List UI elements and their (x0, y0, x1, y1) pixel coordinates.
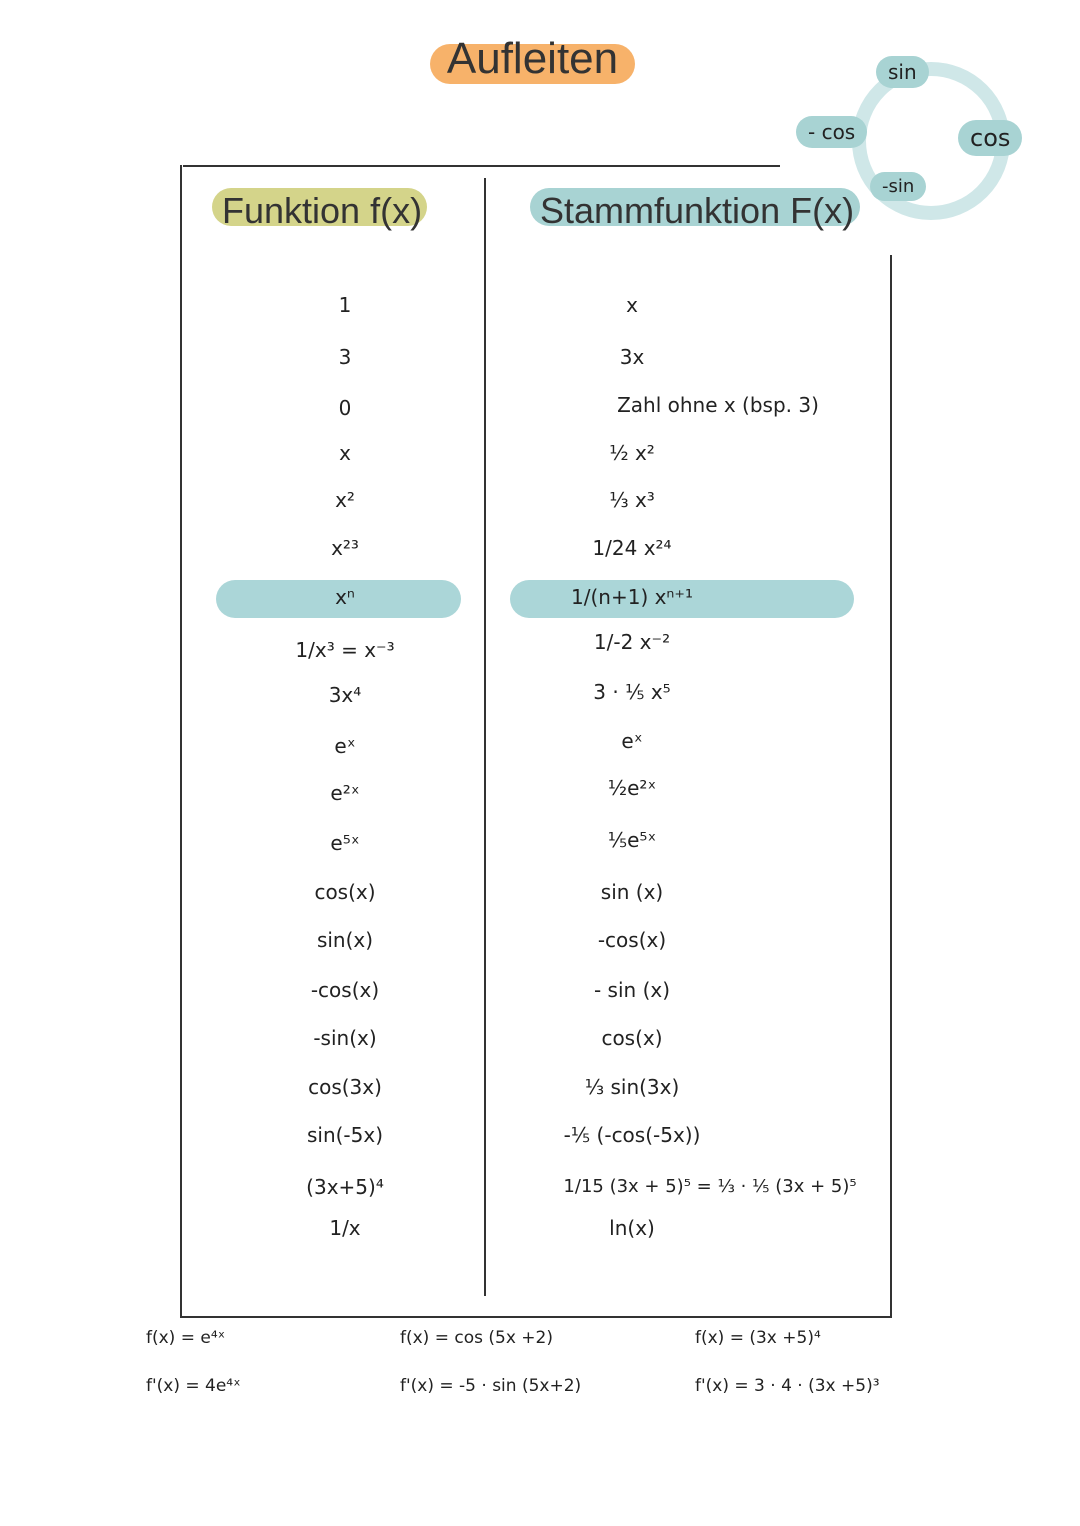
antiderivative-cell: ⅓ x³ (609, 488, 655, 512)
page-title: Aufleiten (446, 34, 619, 83)
antiderivative-cell: ½e²ˣ (607, 776, 657, 800)
function-cell: eˣ (334, 734, 356, 758)
function-cell: xⁿ (335, 585, 355, 609)
function-cell: x²³ (331, 536, 359, 560)
function-cell: x² (335, 488, 355, 512)
table-top-line (183, 165, 780, 167)
antiderivative-cell: -cos(x) (597, 928, 667, 952)
antiderivative-cell: 1/24 x²⁴ (592, 536, 672, 560)
function-cell: cos(x) (314, 880, 376, 904)
header-function-label: Funktion f(x) (222, 190, 423, 231)
antiderivative-cell: ln(x) (609, 1216, 655, 1240)
function-cell: -sin(x) (313, 1026, 377, 1050)
example-derivative: f'(x) = 3 · 4 · (3x +5)³ (695, 1376, 880, 1396)
table-left-line (180, 165, 182, 1318)
antiderivative-cell: cos(x) (601, 1026, 663, 1050)
table-middle-line (484, 178, 486, 1296)
function-cell: e⁵ˣ (330, 831, 360, 855)
antiderivative-cell: eˣ (621, 729, 643, 753)
function-cell: sin(x) (316, 928, 374, 952)
title-badge (430, 34, 635, 84)
antiderivative-cell: -⅕ (-cos(-5x)) (563, 1123, 701, 1147)
antiderivative-cell: sin (x) (600, 880, 664, 904)
header-antiderivative-label: Stammfunktion F(x) (540, 190, 855, 231)
antiderivative-cell: x (626, 293, 638, 317)
antiderivative-cell: 1/(n+1) xⁿ⁺¹ (571, 585, 693, 609)
antiderivative-cell: Zahl ohne x (bsp. 3) (617, 393, 819, 417)
function-cell: 1 (338, 293, 352, 317)
antiderivative-cell: ½ x² (609, 441, 655, 465)
table-right-line (890, 255, 892, 1318)
antiderivative-cell: 3 · ⅕ x⁵ (593, 680, 671, 704)
function-cell: 0 (338, 396, 352, 420)
cycle-sin: sin (876, 56, 929, 88)
antiderivative-cell: 1/15 (3x + 5)⁵ = ⅓ · ⅕ (3x + 5)⁵ (563, 1176, 857, 1197)
antiderivative-cell: 1/-2 x⁻² (593, 630, 671, 654)
cycle-minus-cos: - cos (796, 116, 867, 148)
example-derivative: f'(x) = -5 · sin (5x+2) (400, 1376, 582, 1396)
function-cell: 3x⁴ (328, 683, 362, 707)
table-bottom-line (180, 1316, 892, 1318)
example-function: f(x) = (3x +5)⁴ (695, 1328, 821, 1348)
function-cell: -cos(x) (310, 978, 380, 1002)
header-antiderivative (530, 188, 860, 231)
function-cell: (3x+5)⁴ (306, 1175, 384, 1199)
function-cell: 3 (338, 345, 352, 369)
example-function: f(x) = e⁴ˣ (146, 1328, 226, 1348)
function-cell: x (339, 441, 351, 465)
header-function (212, 188, 427, 231)
example-derivative: f'(x) = 4e⁴ˣ (146, 1376, 241, 1396)
function-cell: sin(-5x) (306, 1123, 384, 1147)
antiderivative-cell: 3x (619, 345, 645, 369)
cycle-minus-sin: -sin (870, 172, 926, 201)
function-cell: 1/x³ = x⁻³ (295, 638, 395, 662)
function-cell: 1/x (329, 1216, 361, 1240)
cycle-cos: cos (958, 120, 1022, 156)
antiderivative-cell: ⅕e⁵ˣ (607, 828, 657, 852)
function-cell: e²ˣ (330, 781, 360, 805)
function-cell: cos(3x) (308, 1075, 382, 1099)
example-function: f(x) = cos (5x +2) (400, 1328, 553, 1348)
antiderivative-cell: - sin (x) (593, 978, 671, 1002)
antiderivative-cell: ⅓ sin(3x) (584, 1075, 680, 1099)
